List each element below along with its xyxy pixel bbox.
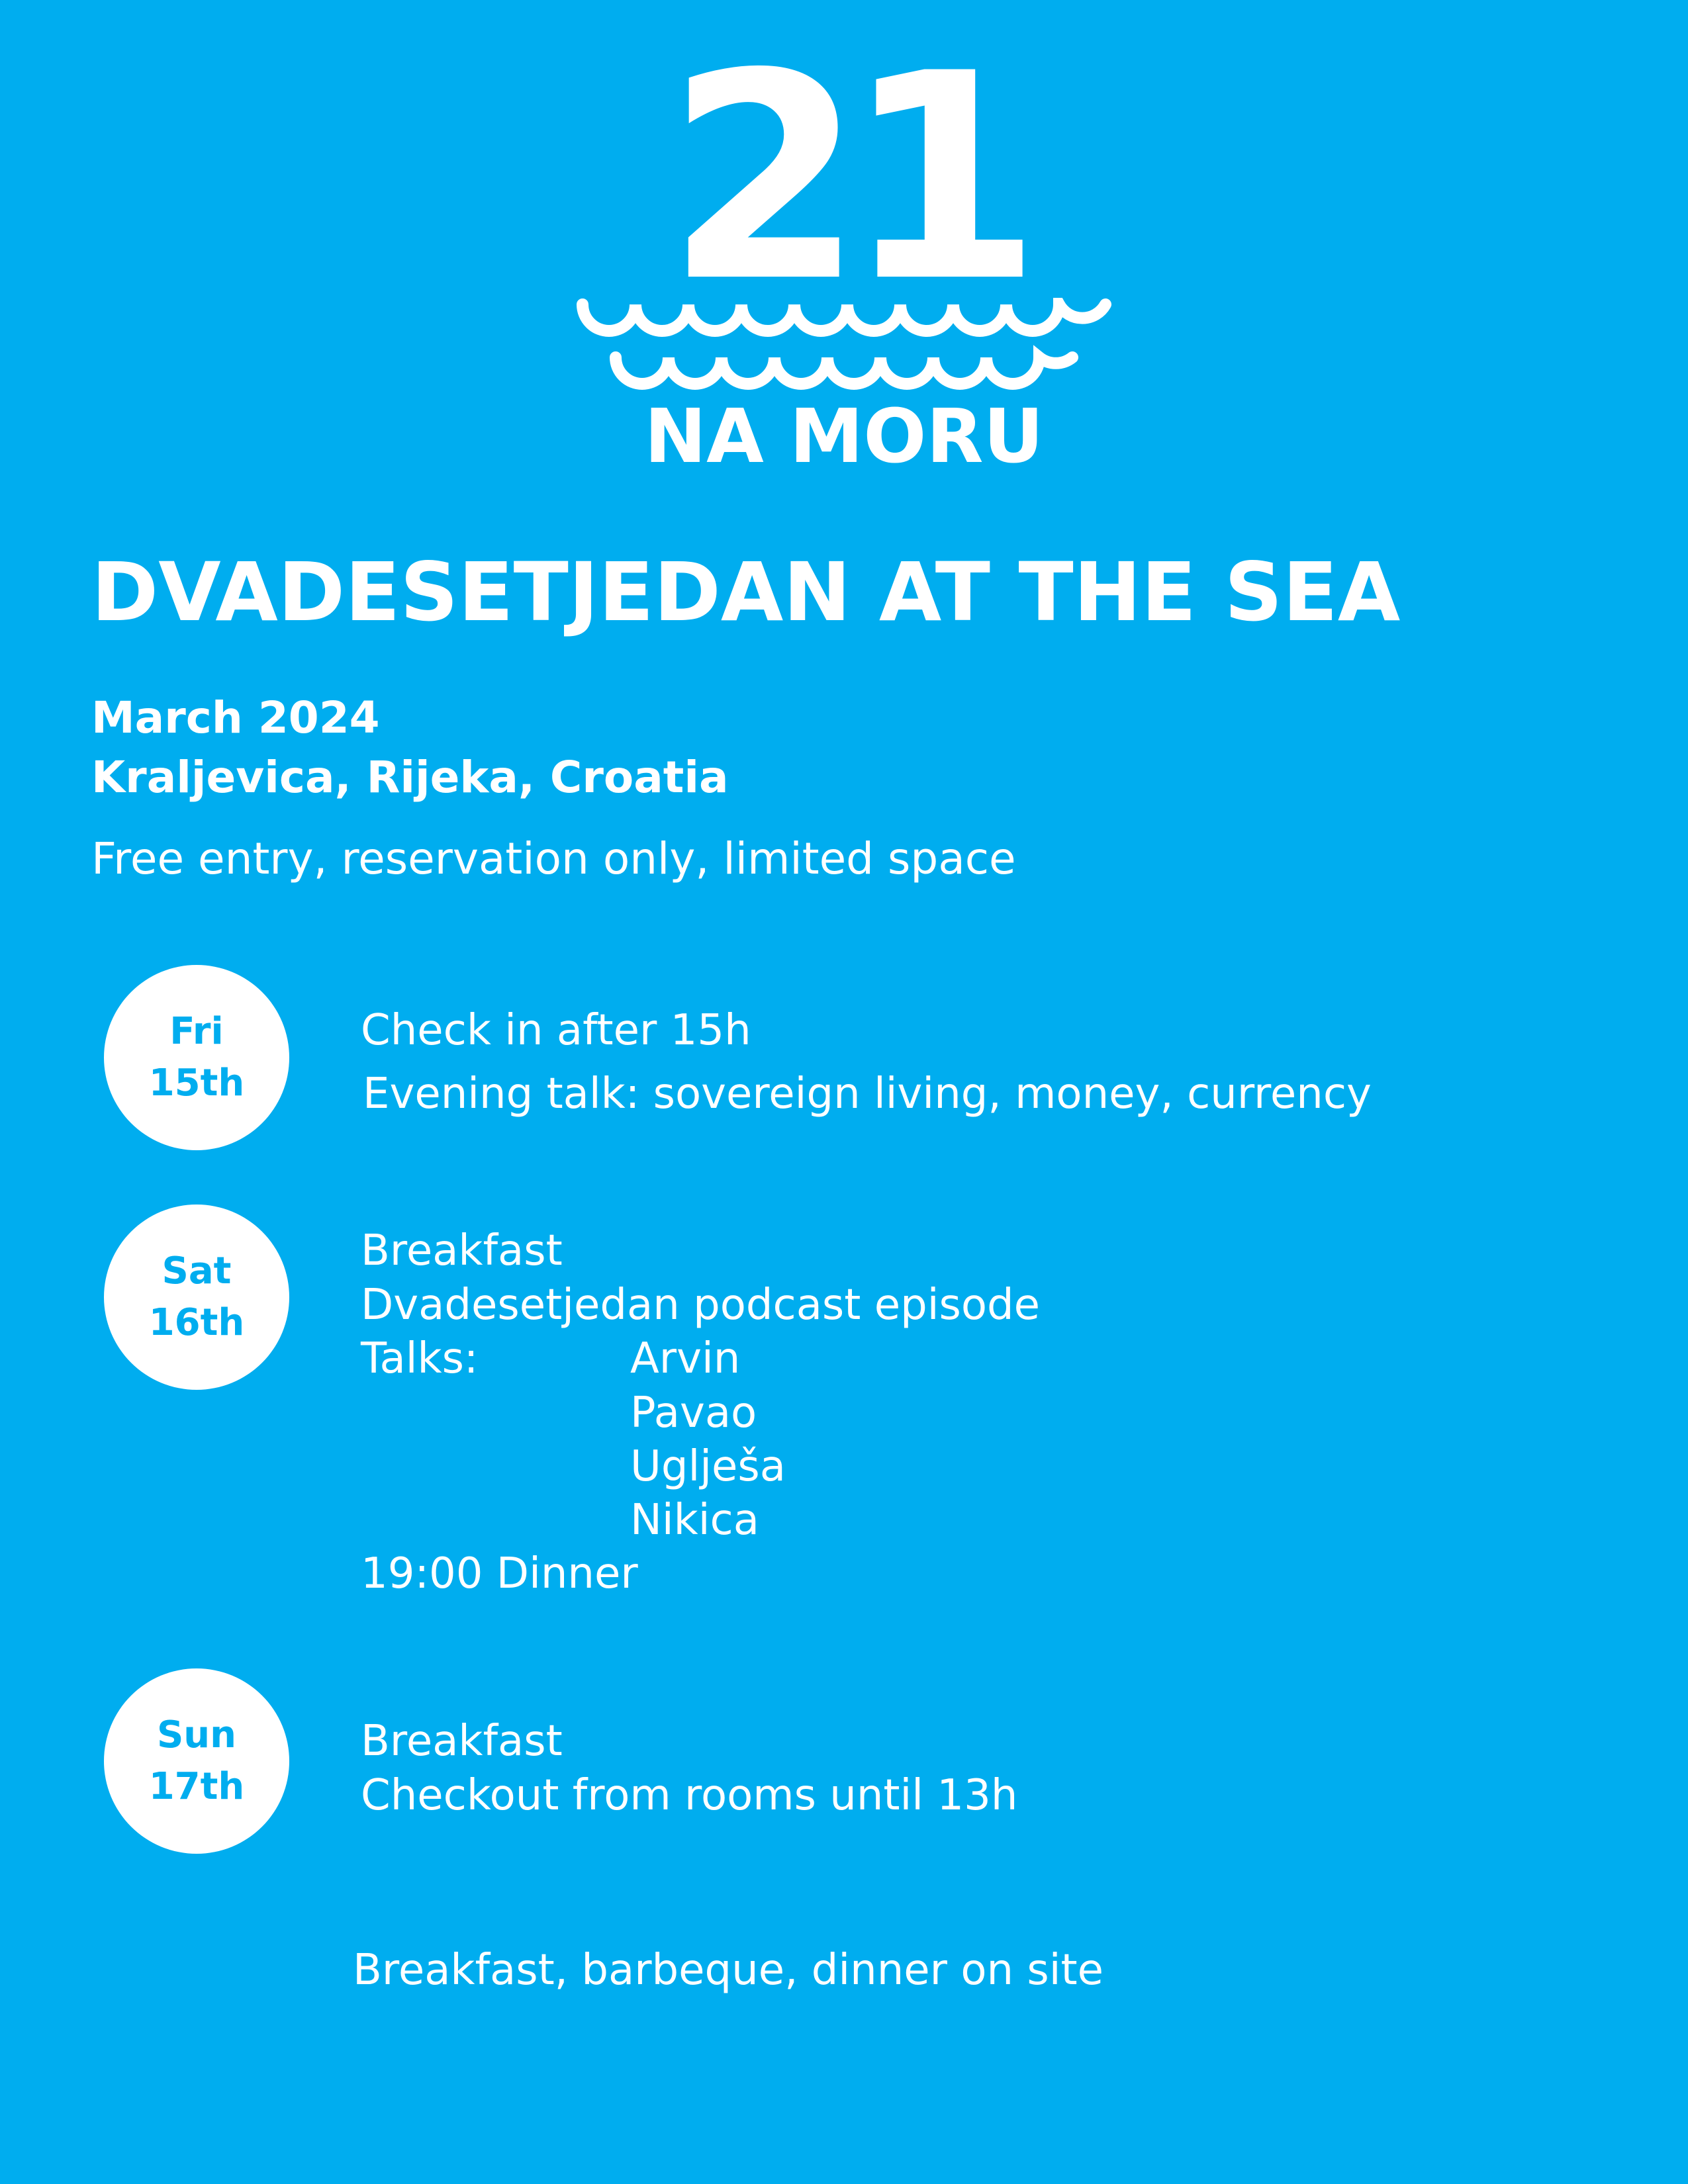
schedule-item: Dvadesetjedan podcast episode — [361, 1281, 1040, 1330]
badge-day: Fri — [169, 1010, 224, 1053]
badge-date: 15th — [148, 1062, 245, 1105]
schedule-item: 19:00 Dinner — [361, 1549, 638, 1598]
schedule-item: Evening talk: sovereign living, money, currency — [363, 1069, 1372, 1118]
speaker-name: Arvin — [630, 1334, 741, 1383]
speaker-name: Pavao — [630, 1388, 757, 1437]
footer-note: Breakfast, barbeque, dinner on site — [353, 1946, 1103, 1995]
badge-date: 17th — [148, 1765, 245, 1808]
schedule-item: Checkout from rooms until 13h — [361, 1771, 1018, 1820]
entry-info: Free entry, reservation only, limited space — [91, 833, 1016, 884]
badge-day: Sat — [162, 1250, 232, 1293]
day-badge-saturday — [104, 1205, 289, 1390]
wave-row-top — [583, 304, 1105, 331]
speaker-name: Uglješa — [630, 1442, 786, 1491]
badge-day: Sun — [156, 1713, 237, 1756]
badge-date: 16th — [148, 1301, 245, 1344]
page-title: DVADESETJEDAN AT THE SEA — [91, 545, 1401, 639]
waves-icon — [576, 298, 1112, 397]
day-badge-sunday — [104, 1668, 289, 1854]
schedule-item: Breakfast — [361, 1226, 563, 1275]
logo-number: 21 — [665, 13, 1023, 344]
wave-row-bottom — [616, 357, 1072, 384]
speaker-name: Nikica — [630, 1496, 759, 1545]
logo-subtitle: NA MORU — [644, 394, 1044, 480]
schedule-item: Breakfast — [361, 1717, 563, 1766]
event-location: Kraljevica, Rijeka, Croatia — [91, 752, 729, 803]
talks-label: Talks: — [361, 1334, 479, 1383]
schedule-item: Check in after 15h — [361, 1006, 751, 1055]
event-date: March 2024 — [91, 692, 380, 743]
day-badge-friday — [104, 965, 289, 1150]
